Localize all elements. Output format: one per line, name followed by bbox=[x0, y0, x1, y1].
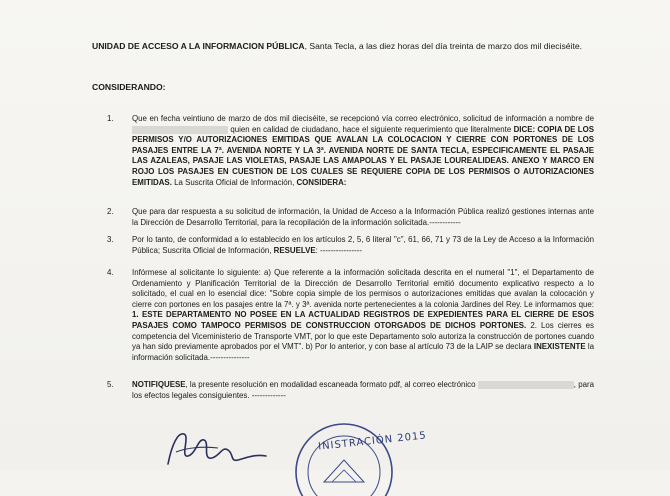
considerando-item-2 bbox=[107, 207, 594, 228]
item-5-text: , la presente resolución en modalidad escaneada formato pdf, al correo electrónico bbox=[185, 380, 476, 389]
item-number: 3. bbox=[107, 235, 114, 244]
heading-text: , Santa Tecla, a las diez horas del día treinta de marzo dos mil dieciséite. bbox=[304, 41, 582, 51]
considerando-heading: CONSIDERANDO: bbox=[92, 82, 166, 92]
considerando-item-5 bbox=[107, 380, 594, 401]
item-1-tail: La Suscrita Oficial de Información, bbox=[171, 177, 295, 187]
item-3-tail: : ---------------- bbox=[315, 245, 363, 255]
item-1-text-b: quien en calidad de ciudadano, hace el siguiente requerimiento que literalmente bbox=[230, 124, 512, 134]
item-4-text-a: Infórmese al solicitante lo siguiente: a) Que referente a la información solicitada descrita en el numeral "1", el Departamento de Ordenamiento y Planificación Territorial de la Dirección de Desarrollo Territorial emitió documento explicativo respecto a lo solicitado, el cual en lo esencial dice: "Sobre copia simple de los permisos o autorizaciones emitidas que avalan la colocación y cierre con portones en los pasajes entre la 7ª. y 3ª. avenida norte pertenecientes a la colonia Jardines del Rey. Le informamos que: bbox=[132, 268, 594, 309]
item-4-inexistente: INEXISTENTE bbox=[531, 342, 586, 352]
item-number: 5. bbox=[107, 380, 114, 389]
item-3-resuelve: RESUELVE bbox=[271, 245, 316, 255]
item-4-tail: la información solicitada.--------------- bbox=[132, 342, 594, 362]
item-number: 1. bbox=[107, 114, 114, 123]
considerando-item-4 bbox=[107, 268, 594, 363]
considerando-item-3 bbox=[107, 235, 594, 256]
item-number: 2. bbox=[107, 207, 114, 216]
item-4-text-b: 2. Los cierres es competencia del Viceministerio de Transporte VMT, por lo que este Departamento solo autoriza la construcción de portones cuando ya han sido previamente aprobados por el VMT". b) Por lo anterior, y con base al artículo 73 de la LAIP se declara bbox=[132, 320, 594, 352]
redacted-name bbox=[132, 126, 228, 134]
item-5-tail: , para los efectos legales consiguientes. ------------- bbox=[132, 380, 594, 400]
item-5-notifiquese: NOTIFIQUESE bbox=[132, 380, 186, 389]
considerando-item-1 bbox=[107, 114, 594, 188]
unit-name: UNIDAD DE ACCESO A LA INFORMACION PÚBLICA bbox=[92, 41, 305, 51]
item-2-text: Que para dar respuesta a su solicitud de información, la Unidad de Acceso a la Información Pública realizó gestiones internas ante la Dirección de Desarrollo Territorial, para la recopilación de la información solicitada.------------ bbox=[132, 207, 594, 227]
item-1-request-bold: DICE: COPIA DE LOS PERMISOS Y/O AUTORIZACIONES EMITIDAS QUE AVALAN LA COLOCACION Y CIERRE CON PORTONES DE LOS PASAJES ENTRE LA 7ª. AVENIDA NORTE Y LA 3ª. AVENIDA NORTE DE SANTA TECLA, ESPECIFICAMENTE EL PASAJE LAS AZALEAS, PASAJE LAS VIOLETAS, PASAJE LAS AMAPOLAS Y EL PASAJE LOUREALIDEAS. ANEXO Y MARCO EN ROJO LOS PASAJES EN CUESTION DE LOS CUALES SE REQUIERE COPIA DE LOS PERMISOS O AUTORIZACIONES EMITIDAS. bbox=[132, 124, 594, 187]
item-1-tail-bold: CONSIDERA: bbox=[294, 177, 347, 187]
redacted-email bbox=[478, 381, 574, 389]
handwritten-signature bbox=[162, 424, 282, 470]
item-4-bold-a: 1. ESTE DEPARTAMENTO NO POSEE EN LA ACTUALIDAD REGISTROS DE EXPEDIENTES PARA EL CIERRE DE ESOS PASAJES COMO TAMPOCO PERMISOS DE CONSTRUCCION OTORGADOS DE DICHOS PORTONES. bbox=[132, 310, 594, 330]
seal-lettering: INISTRACIÓN 2015 bbox=[317, 430, 428, 453]
item-3-text: Por lo tanto, de conformidad a lo establecido en los artículos 2, 5, 6 literal "c", 61, 66, 71 y 73 de la Ley de Acceso a la Información Pública; Suscrita Oficial de Información, bbox=[132, 235, 594, 255]
official-seal bbox=[284, 416, 404, 496]
document-heading-paragraph bbox=[92, 40, 592, 52]
item-number: 4. bbox=[107, 268, 114, 277]
item-1-text-a: Que en fecha veintiuno de marzo de dos mil dieciséite, se recepcionó vía correo electrónico, solicitud de información a nombre de bbox=[132, 114, 594, 123]
